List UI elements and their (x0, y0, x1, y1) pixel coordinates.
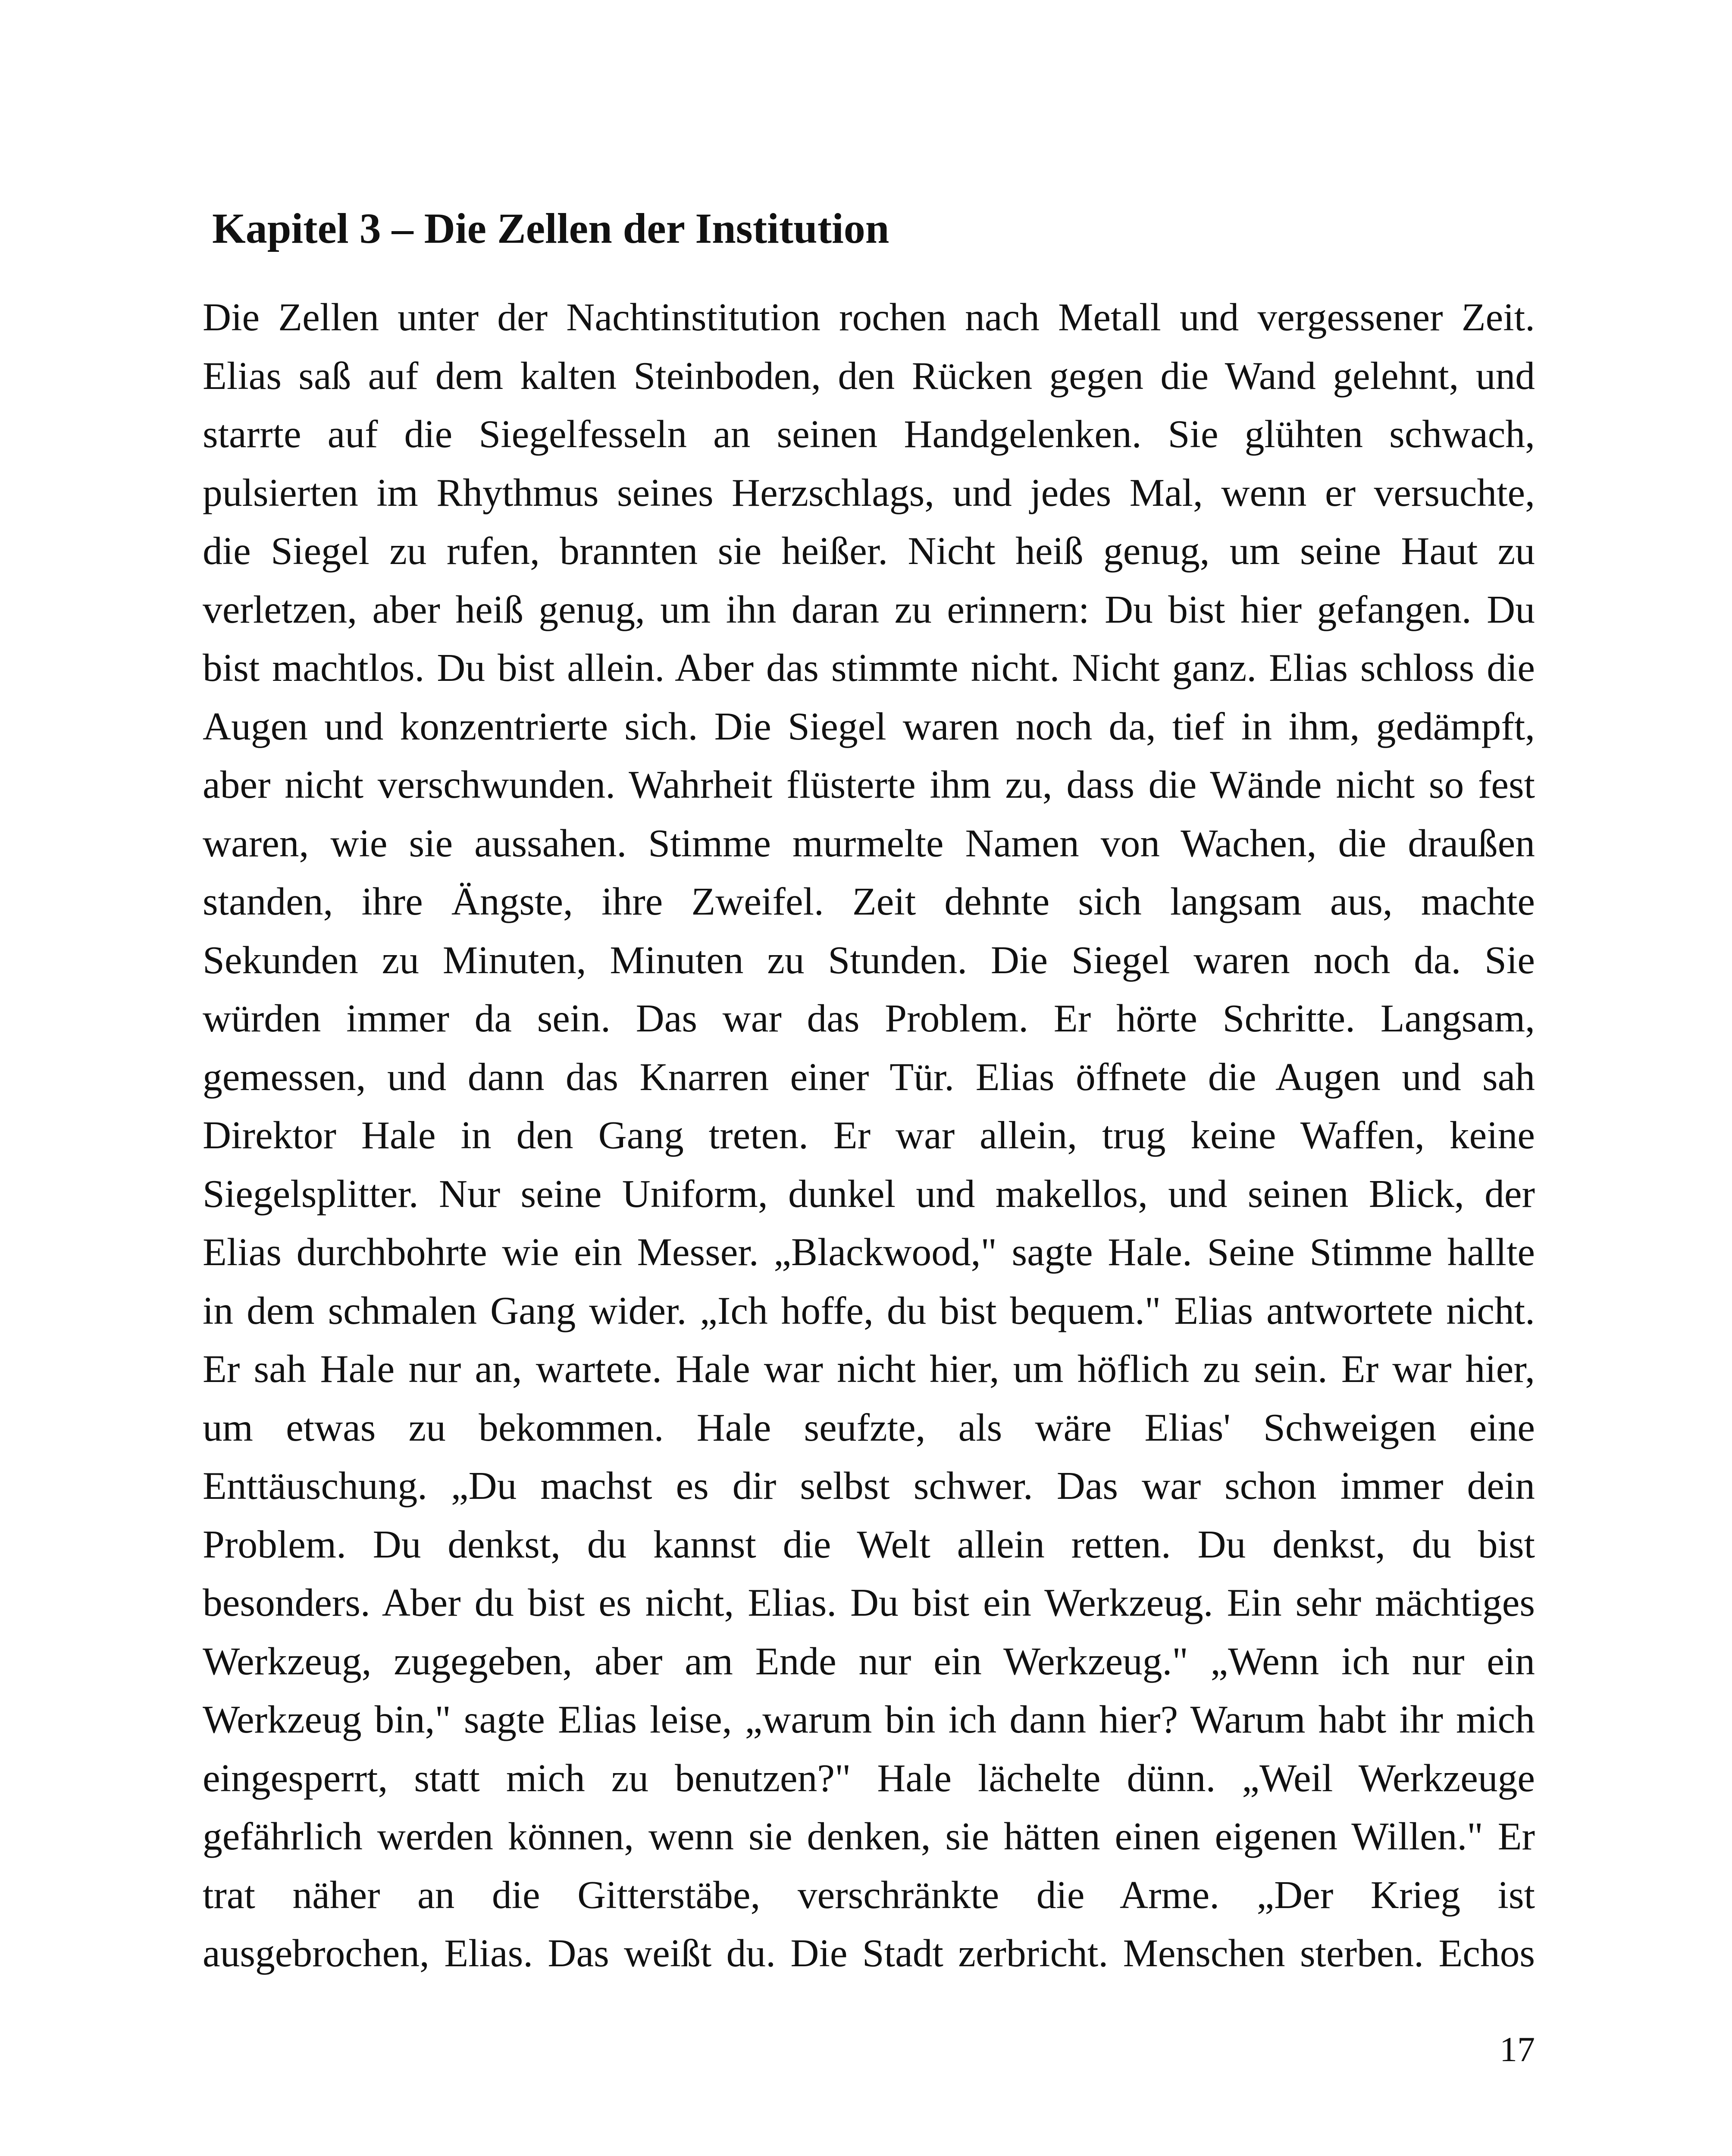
chapter-title: Kapitel 3 – Die Zellen der Institution (212, 204, 889, 252)
text-line: Elias durchbohrte wie ein Messer. „Blackwood," sagte Hale. Seine Stimme hallte (203, 1230, 1535, 1274)
text-line: besonders. Aber du bist es nicht, Elias. Du bist ein Werkzeug. Ein sehr mächtiges (203, 1580, 1535, 1624)
text-line: waren, wie sie aussahen. Stimme murmelte Namen von Wachen, die draußen (203, 821, 1535, 865)
text-line: Er sah Hale nur an, wartete. Hale war nicht hier, um höflich zu sein. Er war hier, (203, 1347, 1535, 1391)
body-text (203, 288, 1535, 1983)
text-line: Enttäuschung. „Du machst es dir selbst schwer. Das war schon immer dein (203, 1463, 1535, 1507)
text-line: pulsierten im Rhythmus seines Herzschlags, und jedes Mal, wenn er versuchte, (203, 470, 1535, 514)
text-line: verletzen, aber heiß genug, um ihn daran zu erinnern: Du bist hier gefangen. Du (203, 587, 1535, 631)
text-line: standen, ihre Ängste, ihre Zweifel. Zeit dehnte sich langsam aus, machte (203, 879, 1535, 923)
text-line: Die Zellen unter der Nachtinstitution rochen nach Metall und vergessener Zeit. (203, 295, 1535, 339)
text-line: Sekunden zu Minuten, Minuten zu Stunden. Die Siegel waren noch da. Sie (203, 937, 1535, 982)
text-line: würden immer da sein. Das war das Problem. Er hörte Schritte. Langsam, (203, 996, 1535, 1040)
text-line: um etwas zu bekommen. Hale seufzte, als wäre Elias' Schweigen eine (203, 1405, 1535, 1449)
text-line: bist machtlos. Du bist allein. Aber das stimmte nicht. Nicht ganz. Elias schloss die (203, 646, 1535, 689)
text-line: Werkzeug, zugegeben, aber am Ende nur ein Werkzeug." „Wenn ich nur ein (203, 1639, 1535, 1683)
text-line: Werkzeug bin," sagte Elias leise, „warum bin ich dann hier? Warum habt ihr mich (203, 1697, 1535, 1741)
page-number: 17 (1500, 2030, 1535, 2069)
text-line: aber nicht verschwunden. Wahrheit flüsterte ihm zu, dass die Wände nicht so fest (203, 762, 1535, 806)
text-line: gefährlich werden können, wenn sie denken, sie hätten einen eigenen Willen." Er (203, 1814, 1535, 1858)
text-line: ausgebrochen, Elias. Das weißt du. Die Stadt zerbricht. Menschen sterben. Echos (203, 1931, 1535, 1975)
text-line: Siegelsplitter. Nur seine Uniform, dunkel und makellos, und seinen Blick, der (203, 1171, 1535, 1216)
text-line: Problem. Du denkst, du kannst die Welt allein retten. Du denkst, du bist (203, 1522, 1535, 1566)
text-line: starrte auf die Siegelfesseln an seinen Handgelenken. Sie glühten schwach, (203, 412, 1535, 456)
text-line: gemessen, und dann das Knarren einer Tür. Elias öffnete die Augen und sah (203, 1054, 1535, 1099)
text-line: in dem schmalen Gang wider. „Ich hoffe, du bist bequem." Elias antwortete nicht. (203, 1288, 1535, 1332)
text-line: Elias saß auf dem kalten Steinboden, den Rücken gegen die Wand gelehnt, und (203, 353, 1535, 398)
text-line: die Siegel zu rufen, brannten sie heißer. Nicht heiß genug, um seine Haut zu (203, 529, 1535, 573)
text-line: trat näher an die Gitterstäbe, verschränkte die Arme. „Der Krieg ist (203, 1872, 1535, 1917)
text-line: Direktor Hale in den Gang treten. Er war allein, trug keine Waffen, keine (203, 1113, 1535, 1157)
text-line: eingesperrt, statt mich zu benutzen?" Hale lächelte dünn. „Weil Werkzeuge (203, 1755, 1535, 1800)
text-line: Augen und konzentrierte sich. Die Siegel waren noch da, tief in ihm, gedämpft, (203, 704, 1535, 748)
